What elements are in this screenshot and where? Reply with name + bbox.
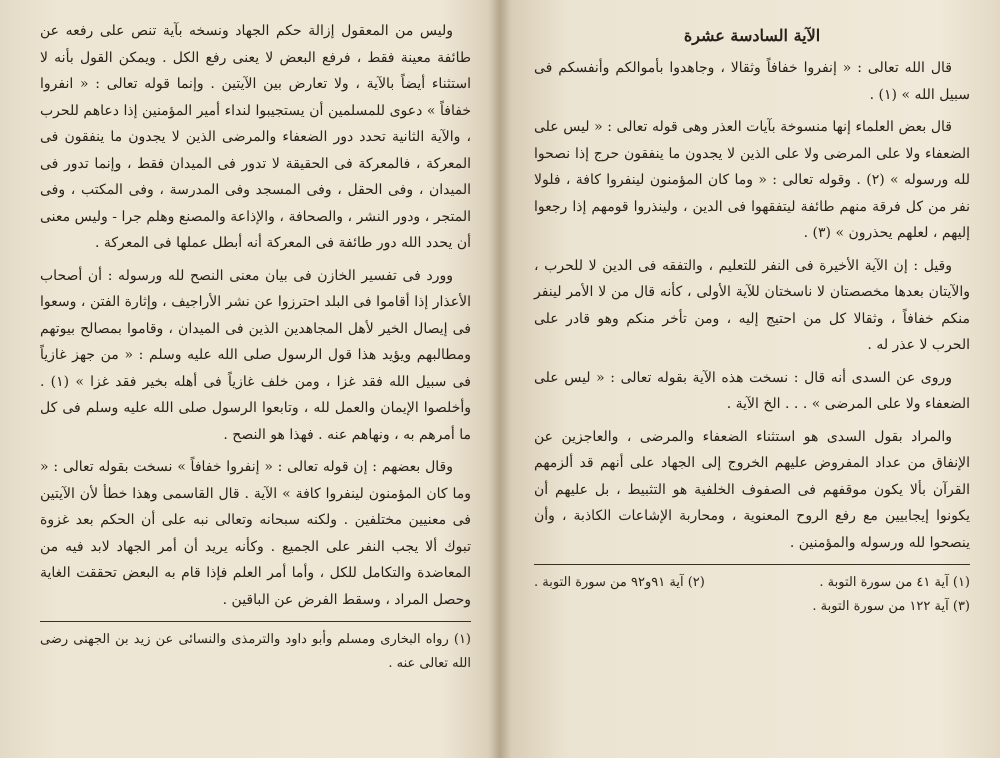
left-footnote-rule bbox=[40, 621, 471, 622]
right-paragraph-2: قال بعض العلماء إنها منسوخة بآيات العذر وهى قوله تعالى : « ليس على الضعفاء ولا على المرضى ولا على الذين لا يجدون ما ينفقون حرج إذا نصحوا لله ورسوله » (٢) . وقوله تعالى : « وما كان المؤمنون لينفروا كافة ، فلولا نفر من كل فرقة منهم طائفة ليتفقهوا فى الدين ، ولينذروا قومهم إذا رجعوا إليهم ، لعلهم يحذرون » (٣) . bbox=[534, 119, 970, 241]
left-paragraph-3: وقال بعضهم : إن قوله تعالى : « إنفروا خفافاً » نسخت بقوله تعالى : « وما كان المؤمنون لينفروا كافة » الآية . قال القاسمى وهذا خطأ لأن الآيتين فى معنيين مختلفين . ولكنه سبحانه وتعالى نبه على أن الحكم بعد غزوة تبوك ألا يجب النفر على الجميع . وكأنه يريد أن أمر الجهاد لابد فيه من المعاضدة والتكامل للكل ، وأما أمر العلم فإذا قام به البعض تحققت الغاية وحصل المراد ، وسقط الفرض عن الباقين . bbox=[40, 459, 471, 608]
left-footnote-1: (١) رواه البخارى ومسلم وأبو داود والترمذى والنسائى عن زيد بن الجهنى رضى الله تعالى عنه . bbox=[40, 632, 471, 671]
right-paragraph-4: وروى عن السدى أنه قال : نسخت هذه الآية بقوله تعالى : « ليس على الضعفاء ولا على المرضى » . . . الخ الآية . bbox=[534, 369, 970, 412]
left-paragraph-2: وورد فى تفسير الخازن فى بيان معنى النصح لله ورسوله : أن أصحاب الأعذار إذا أقاموا فى البلد احترزوا عن نشر الأراجيف ، وإثارة الفتن ، وسعوا فى إيصال الخير لأهل المجاهدين الذين فى الميدان ، وقاموا بمصالح بيوتهم ومطالبهم ويؤيد هذا قول الرسول صلى الله عليه وسلم : « من جهز غازياً فى سبيل الله فقد غزا ، ومن خلف غازياً فى أهله بخير فقد غزا » (١) . وأخلصوا الإيمان والعمل لله ، وتابعوا الرسول صلى الله عليه وسلم فى كل ما أمرهم به ، ونهاهم عنه . فهذا هو النصح . bbox=[40, 267, 471, 443]
left-paragraph-1: وليس من المعقول إزالة حكم الجهاد ونسخه بآية تنص على رفعه عن طائفة معينة فقط ، فرفع البعض لا يعنى رفع الكل . ويمكن القول بأنه لا استثناء أيضاً بالآية ، ولا تعارض بين الآيتين . وإنما قوله تعالى : « انفروا خفافاً » دعوى للمسلمين أن يستجيبوا لنداء أمير المؤمنين إذا دعاهم للحرب ، والآية الثانية تحدد دور الضعفاء والمرضى الذين لا يجدون ما ينفقون فى المعركة ، فالمعركة فى الحقيقة لا تدور فى الميدان فقط ، وإنما تدور فى الميدان ، وفى الحقل ، وفى المسجد وفى المدرسة ، وفى المكتب ، وفى المتجر ، ودور النشر ، والصحافة ، والإذاعة والمصنع وهلم جرا - وليس معنى أن يحدد الله دور طائفة فى المعركة أنه أبطل عملها فى المعركة . bbox=[40, 23, 472, 251]
right-paragraph-5: والمراد بقول السدى هو استثناء الضعفاء والمرضى ، والعاجزين عن الإنفاق من عداد المفروض عليهم الخروج إلى الجهاد على أنهم قد ألزمهم القرآن بألا يكون موقفهم فى الصفوف الخلفية هو التثبيط ، بل عليهم أن يكونوا إيجابيين مع رفع الروح المعنوية ، ومحاربة الإشاعات الكاذبة ، وأن ينصحوا لله ورسوله والمؤمنين . bbox=[534, 428, 970, 551]
book-gutter bbox=[488, 0, 512, 758]
right-footnote-2: (٢) آية ٩١و٩٢ من سورة التوبة . bbox=[534, 575, 705, 590]
right-footnote-1: (١) آية ٤١ من سورة التوبة . bbox=[819, 575, 970, 590]
right-footnote-row-1 bbox=[534, 571, 970, 595]
left-page bbox=[30, 0, 485, 758]
right-paragraph-3: وقيل : إن الآية الأخيرة فى النفر للتعليم ، والتفقه فى الدين لا للحرب ، والآيتان بعدها مخصصتان لا ناسختان للآية الأولى ، كأنه قال من لا الأمر لينفر منكم خفافاً ، وثقالا كل من احتيج إليه ، ومن تأخر منكم وهو قادر على الحرب لا عذر له . bbox=[534, 257, 970, 353]
right-page bbox=[520, 0, 980, 758]
right-footnote-3: (٣) آية ١٢٢ من سورة التوبة . bbox=[812, 599, 970, 614]
right-footnote-rule bbox=[534, 564, 970, 565]
right-paragraph-1: قال الله تعالى : « إنفروا خفافاً وثقالا ، وجاهدوا بأموالكم وأنفسكم فى سبيل الله » (١) . bbox=[534, 60, 970, 103]
section-heading: الآية السادسة عشرة bbox=[683, 26, 821, 45]
